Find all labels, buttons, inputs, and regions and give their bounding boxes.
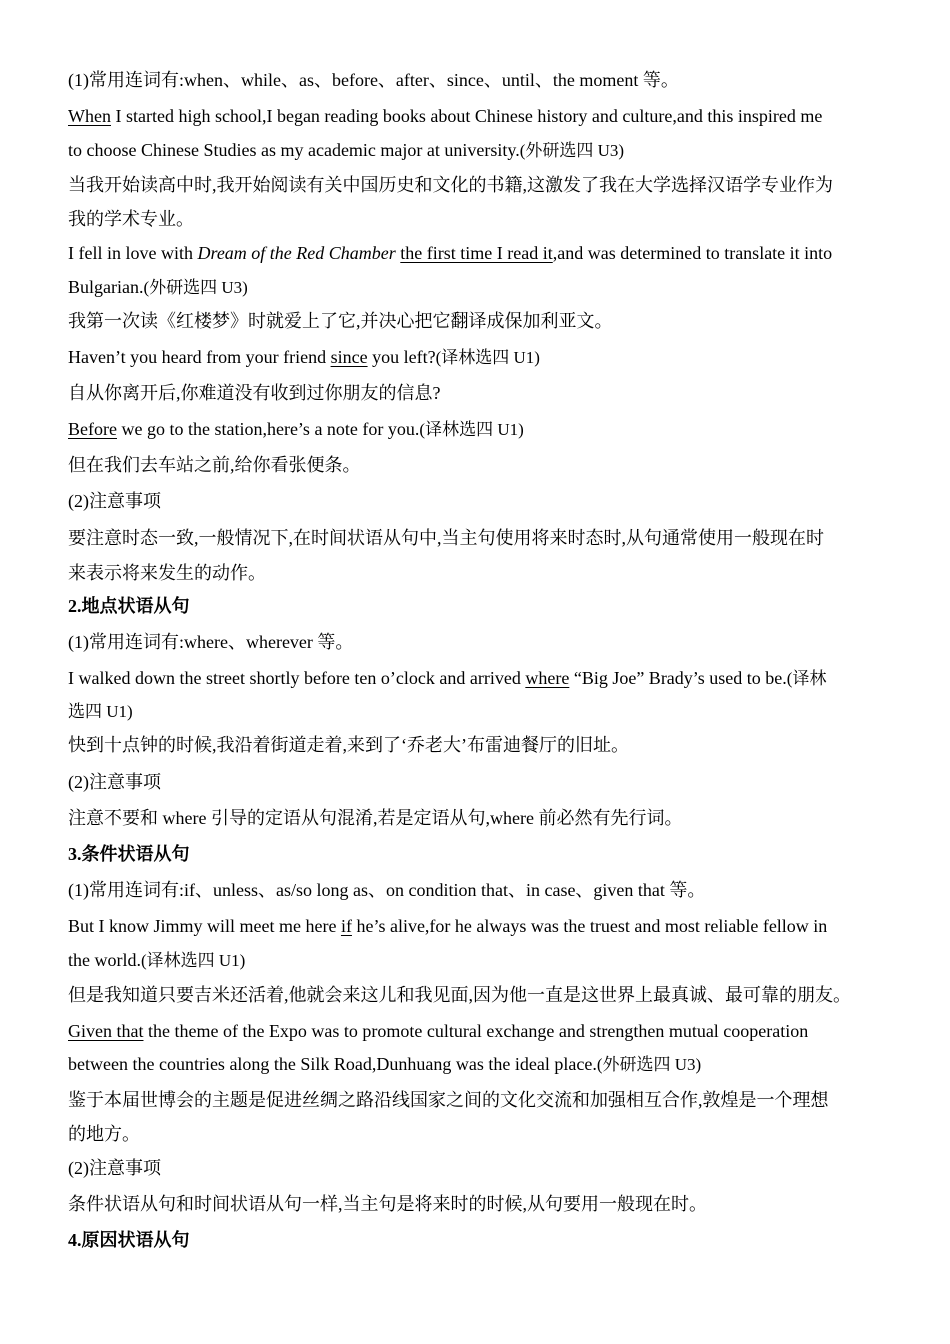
text-line	[68, 1192, 898, 1216]
text-line	[68, 207, 898, 231]
text-segment: he’s alive,for he always was the truest and most reliable fellow in	[351, 916, 828, 936]
text-line	[68, 733, 898, 757]
text-segment: 4.原因状语从句	[68, 1230, 190, 1250]
text-line	[68, 489, 898, 513]
text-segment: 自从你离开后,你难道没有收到过你朋友的信息?	[68, 383, 441, 403]
text-segment: (1)常用连词有:if、unless、as/so long as、on condition that、in case、given that 等。	[68, 880, 706, 900]
text-line	[68, 1156, 898, 1180]
text-line	[68, 630, 898, 654]
text-segment: 快到十点钟的时候,我沿着街道走着,来到了‘乔老大’布雷迪餐厅的旧址。	[68, 735, 629, 755]
underlined-connective: Before	[68, 419, 117, 439]
text-line	[68, 914, 898, 938]
text-segment: 来表示将来发生的动作。	[68, 563, 266, 583]
text-line	[68, 417, 898, 442]
text-line	[68, 345, 898, 370]
text-segment: I fell in love with	[68, 243, 198, 263]
source-citation: (译林选四 U1)	[419, 420, 524, 439]
text-segment: 但是我知道只要吉米还活着,他就会来这儿和我见面,因为他一直是这世界上最真诚、最可靠的朋友。	[68, 985, 851, 1005]
section-heading	[68, 1228, 898, 1252]
source-citation: (外研选四 U3)	[596, 1055, 702, 1074]
text-segment: we go to the station,here’s a note for you.	[116, 419, 420, 439]
source-citation: (译林选四 U1)	[435, 348, 540, 367]
source-citation: (外研选四 U3)	[143, 278, 248, 297]
text-segment: “Big Joe” Brady’s used to be.	[569, 668, 787, 688]
text-segment: the theme of the Expo was to promote cultural exchange and strengthen mutual cooperation	[143, 1021, 809, 1041]
text-line	[68, 699, 898, 724]
text-line	[68, 275, 898, 300]
text-segment: to choose Chinese Studies as my academic major at university.	[68, 140, 520, 160]
text-line	[68, 68, 898, 92]
underlined-connective: if	[340, 916, 352, 936]
text-segment: (2)注意事项	[68, 1158, 161, 1178]
text-segment: 当我开始读高中时,我开始阅读有关中国历史和文化的书籍,这激发了我在大学选择汉语学专业作为	[68, 175, 833, 195]
text-segment: 要注意时态一致,一般情况下,在时间状语从句中,当主句使用将来时态时,从句通常使用一般现在时	[68, 528, 824, 548]
underlined-connective: where	[525, 668, 570, 688]
text-line	[68, 1019, 898, 1043]
text-line	[68, 948, 898, 973]
text-line	[68, 241, 898, 265]
text-segment: ,and was determined to translate it into	[552, 243, 833, 263]
text-segment: (1)常用连词有:when、while、as、before、after、since、until、the moment 等。	[68, 70, 679, 90]
text-line	[68, 806, 898, 830]
text-segment: Haven’t you heard from your friend	[68, 347, 331, 367]
text-segment: (2)注意事项	[68, 772, 161, 792]
text-segment: 鉴于本届世博会的主题是促进丝绸之路沿线国家之间的文化交流和加强相互合作,敦煌是一个理想	[68, 1090, 829, 1110]
text-line	[68, 453, 898, 477]
text-segment: I started high school,I began reading books about Chinese history and culture,and this inspired me	[110, 106, 823, 126]
text-line	[68, 104, 898, 128]
section-heading	[68, 842, 898, 866]
text-line	[68, 381, 898, 405]
text-line	[68, 878, 898, 902]
text-line	[68, 173, 898, 197]
text-segment: 3.条件状语从句	[68, 844, 190, 864]
text-line	[68, 561, 898, 585]
text-segment: 条件状语从句和时间状语从句一样,当主句是将来时的时候,从句要用一般现在时。	[68, 1194, 707, 1214]
text-segment: between the countries along the Silk Road,Dunhuang was the ideal place.	[68, 1054, 597, 1074]
text-segment: 注意不要和 where 引导的定语从句混淆,若是定语从句,where 前必然有先行词。	[68, 808, 683, 828]
underlined-connective: the first time I read it	[400, 243, 553, 263]
text-segment: I walked down the street shortly before ten o’clock and arrived	[68, 668, 526, 688]
text-segment: (2)注意事项	[68, 491, 161, 511]
section-heading	[68, 594, 898, 618]
text-segment: 我的学术专业。	[68, 209, 194, 229]
source-citation: (译林	[786, 669, 827, 688]
text-segment: the world.	[68, 950, 141, 970]
text-segment: Bulgarian.	[68, 277, 144, 297]
text-segment: 但在我们去车站之前,给你看张便条。	[68, 455, 361, 475]
underlined-connective: since	[330, 347, 368, 367]
text-line	[68, 1088, 898, 1112]
text-line	[68, 526, 898, 550]
text-line	[68, 1122, 898, 1146]
text-line	[68, 770, 898, 794]
text-line	[68, 983, 898, 1007]
underlined-connective: When	[68, 106, 111, 126]
text-segment: 2.地点状语从句	[68, 596, 190, 616]
text-segment: 我第一次读《红楼梦》时就爱上了它,并决心把它翻译成保加利亚文。	[68, 311, 613, 331]
source-citation: (外研选四 U3)	[519, 141, 625, 160]
text-segment: (1)常用连词有:where、wherever 等。	[68, 632, 354, 652]
source-citation: (译林选四 U1)	[140, 951, 246, 970]
text-line	[68, 1052, 898, 1077]
text-line	[68, 138, 898, 163]
text-line	[68, 666, 898, 691]
text-segment: 的地方。	[68, 1124, 140, 1144]
text-segment: But I know Jimmy will meet me here	[68, 916, 341, 936]
text-segment: you left?	[367, 347, 436, 367]
text-segment: Dream of the Red Chamber	[197, 243, 396, 263]
underlined-connective: Given that	[68, 1021, 144, 1041]
source-citation: 选四 U1)	[68, 702, 133, 721]
text-line	[68, 309, 898, 333]
